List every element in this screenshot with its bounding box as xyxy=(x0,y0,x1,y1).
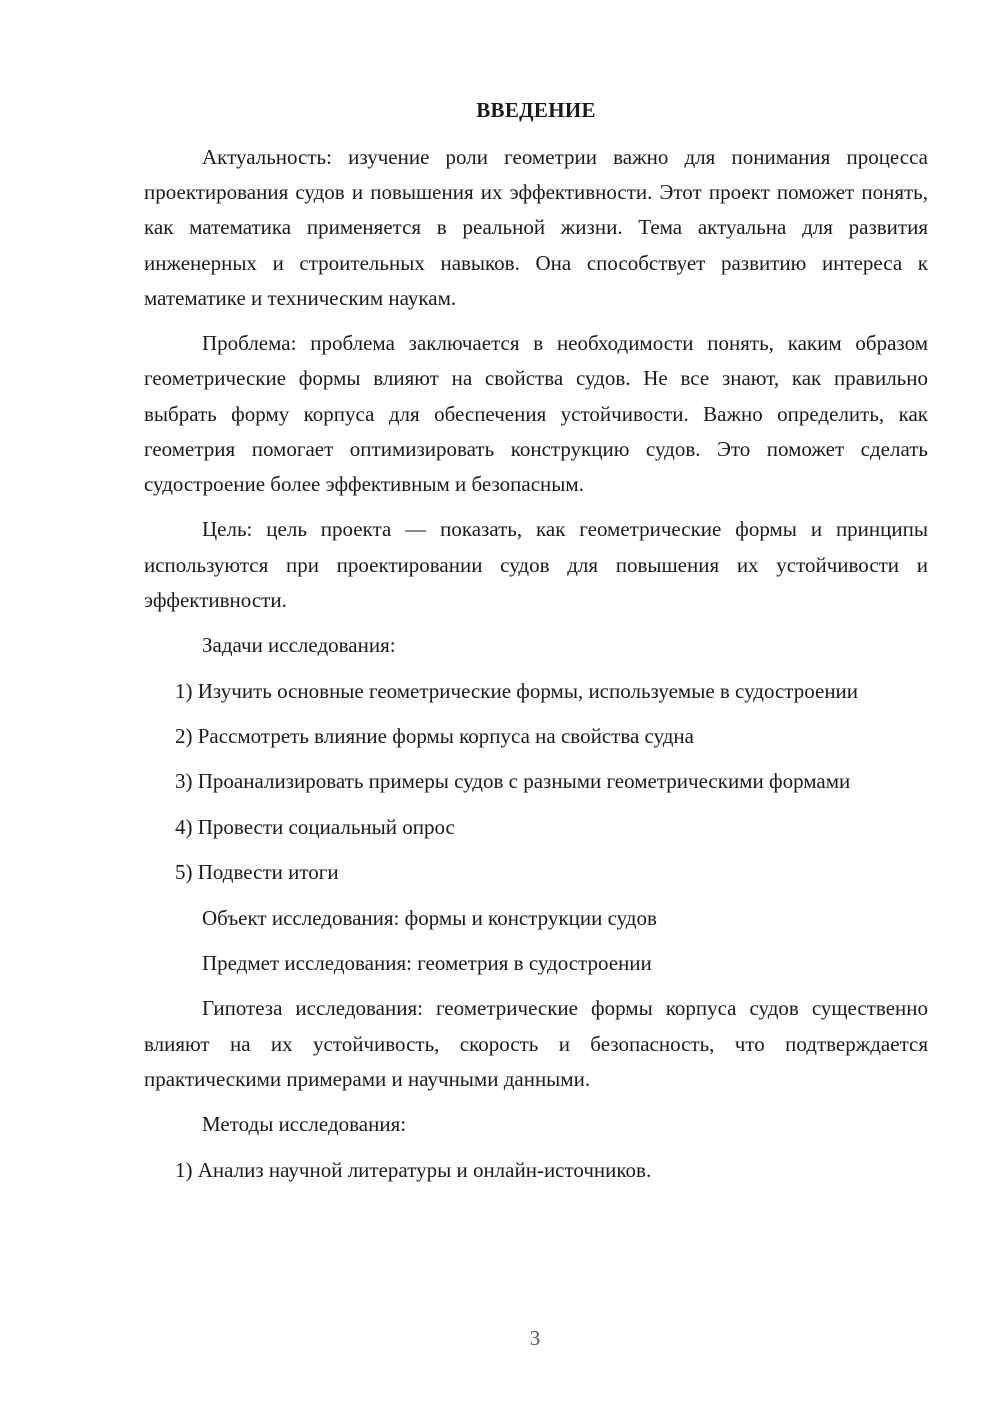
tasks-heading: Задачи исследования: xyxy=(202,633,396,658)
research-subject: Предмет исследования: геометрия в судостроении xyxy=(202,950,652,975)
problem-paragraph: Проблема: проблема заключается в необходимости понять, каким образом геометрические формы влияют на свойства судов. Не все знают, как правильно выбрать форму корпуса для обеспечения устойчивости. Важно определить, как геометрия помогает оптимизировать конструкцию судов. Это поможет сделать судостроение более эффективным и безопасным. xyxy=(144,331,928,497)
task-item-4: 4) Провести социальный опрос xyxy=(175,814,455,839)
task-item-5: 5) Подвести итоги xyxy=(175,860,339,885)
task-item-3: 3) Проанализировать примеры судов с разными геометрическими формами xyxy=(175,769,851,794)
task-item-1: 1) Изучить основные геометрические формы, используемые в судостроении xyxy=(175,678,859,703)
task-item-2: 2) Рассмотреть влияние формы корпуса на свойства судна xyxy=(175,723,694,748)
research-object: Объект исследования: формы и конструкции судов xyxy=(202,905,657,930)
document-page xyxy=(144,92,928,1198)
page-title: ВВЕДЕНИЕ xyxy=(476,98,596,122)
methods-heading: Методы исследования: xyxy=(202,1112,407,1137)
page-number: 3 xyxy=(529,1326,541,1350)
goal-paragraph: Цель: цель проекта — показать, как геометрические формы и принципы используются при проектировании судов для повышения их устойчивости и эффективности. xyxy=(144,517,928,612)
method-item-1: 1) Анализ научной литературы и онлайн-источников. xyxy=(175,1157,652,1182)
research-hypothesis: Гипотеза исследования: геометрические формы корпуса судов существенно влияют на их устойчивость, скорость и безопасность, что подтверждается практическими примерами и научными данными. xyxy=(144,996,928,1091)
relevance-paragraph: Актуальность: изучение роли геометрии важно для понимания процесса проектирования судов и повышения их эффективности. Этот проект поможет понять, как математика применяется в реальной жизни. Тема актуальна для развития инженерных и строительных навыков. Она способствует развитию интереса к математике и техническим наукам. xyxy=(144,145,928,310)
